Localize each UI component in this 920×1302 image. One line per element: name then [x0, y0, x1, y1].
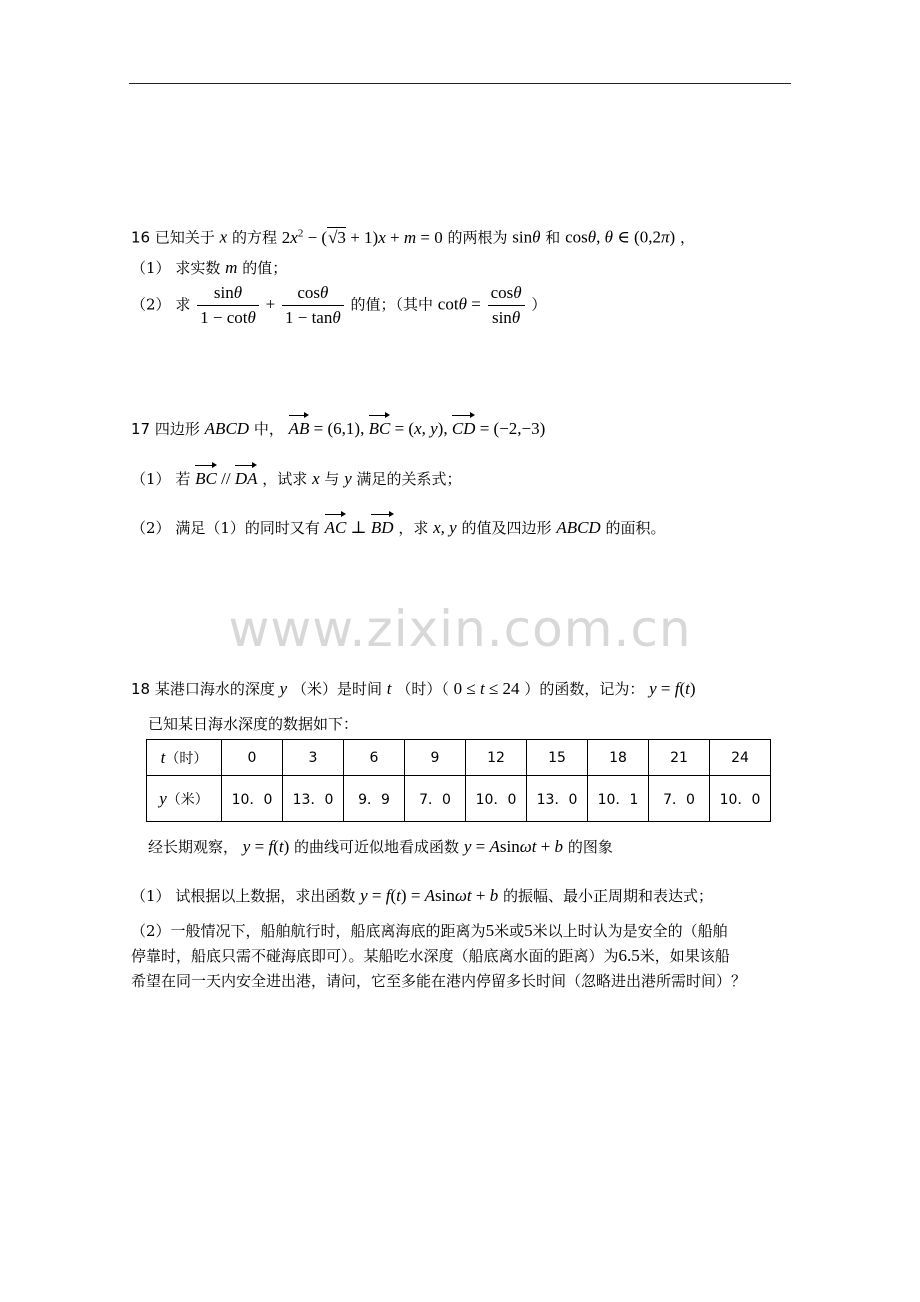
table-cell: 13．0	[527, 776, 588, 822]
q18-number: 18	[131, 680, 151, 698]
fraction: $\frac{\sin\theta}{1 - \cot\theta}$	[197, 283, 259, 328]
q18-stem: 18 某港口海水的深度 y （米）是时间 t （时）（ 0 ≤ t ≤ 24 ）的函数，记为： y = f(t)	[131, 679, 696, 698]
table-cell: 10．0	[466, 776, 527, 822]
table-header-t: t（时）	[147, 740, 222, 776]
table-cell: 7．0	[405, 776, 466, 822]
table-cell: 9．9	[344, 776, 405, 822]
q16-stem: 16 已知关于 x 的方程 $2x^2 - (√3 + 1)x + m = 0$ 的两根为 sinθ 和 cosθ, θ ∈ (0,2π) ，	[131, 227, 695, 247]
q16-part2: （2） 求 $\frac{\sin\theta}{1 - \cot\theta}$ + $\frac{\cos\theta}{1 - \tan\theta}$ 的值；（其中 cotθ = $\frac{\cos\theta}{\sin\theta}$ ）	[131, 283, 547, 327]
table-cell: 0	[222, 740, 283, 776]
q17-stem: 17 四边形 ABCD 中， AB = (6,1), BC = (x, y), CD = (−2,−3)	[131, 412, 791, 440]
q18-table-intro: 已知某日海水深度的数据如下：	[148, 715, 359, 733]
fraction: $\frac{\cos\theta}{1 - \tan\theta}$	[282, 283, 344, 328]
table-cell: 21	[649, 740, 710, 776]
q18-part1: （1） 试根据以上数据，求出函数 y = f(t) = Asinωt + b 的振幅、最小正周期和表达式；	[131, 886, 714, 905]
table-row-y	[147, 776, 771, 822]
q17-vectors: AB = (6,1), BC = (x, y), CD = (−2,−3)	[289, 419, 546, 438]
watermark: www.zixin.com.cn	[228, 600, 692, 658]
q16-number: 16	[131, 228, 151, 247]
table-cell: 3	[283, 740, 344, 776]
depth-table	[146, 739, 771, 822]
table-cell: 12	[466, 740, 527, 776]
table-cell: 7．0	[649, 776, 710, 822]
q17-part1: （1） 若 BC // DA ，试求 x 与 y 满足的关系式；	[131, 462, 791, 490]
table-cell: 18	[588, 740, 649, 776]
fraction: $\frac{\cos\theta}{\sin\theta}$	[488, 283, 525, 328]
table-header-y: y（米）	[147, 776, 222, 822]
table-cell: 24	[710, 740, 771, 776]
q16-part1: （1） 求实数 m 的值；	[131, 258, 288, 277]
q17-part2: （2） 满足（1）的同时又有 AC ⊥ BD ，求 x, y 的值及四边形 ABCD 的面积。	[131, 511, 791, 539]
table-cell: 13．0	[283, 776, 344, 822]
q18-observation: 经长期观察， y = f(t) 的曲线可近似地看成函数 y = Asinωt + b 的图象	[148, 837, 613, 856]
q16-equation: $2x^2 - (√3 + 1)x + m = 0$	[281, 227, 443, 247]
table-cell: 6	[344, 740, 405, 776]
table-cell: 15	[527, 740, 588, 776]
q18-part2: （2）一般情况下，船舶航行时，船底离海底的距离为5米或5米以上时认为是安全的（船舶	[131, 921, 728, 940]
q18-part2-line2: 停靠时，船底只需不碰海底即可）。某船吃水深度（船底离水面的距离）为6.5米，如果该船	[131, 946, 730, 965]
header-rule	[129, 83, 791, 84]
q17-number: 17	[131, 420, 151, 438]
table-cell: 10．1	[588, 776, 649, 822]
table-cell: 9	[405, 740, 466, 776]
table-cell: 10．0	[710, 776, 771, 822]
table-cell: 10．0	[222, 776, 283, 822]
q18-part2-line3: 希望在同一天内安全进出港，请问，它至多能在港内停留多长时间（忽略进出港所需时间）？	[131, 972, 747, 990]
table-row-t	[147, 740, 771, 776]
